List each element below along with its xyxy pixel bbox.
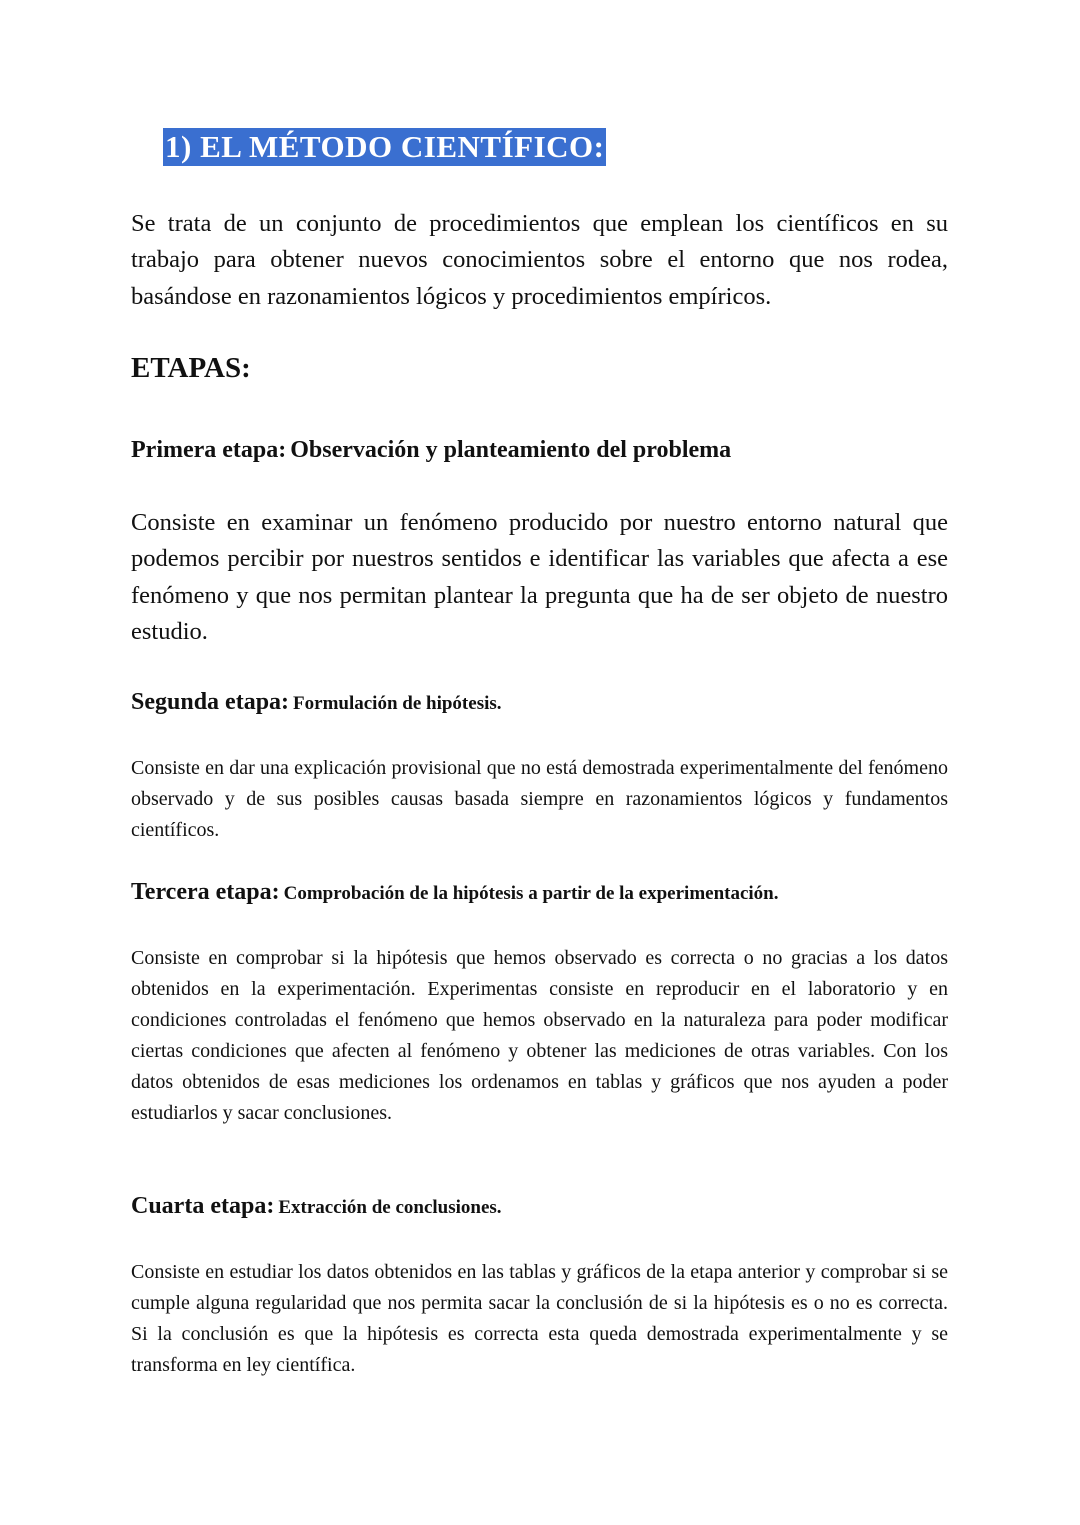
stage-heading-1	[131, 437, 731, 464]
stage-text-4: Consiste en estudiar los datos obtenidos en las tablas y gráficos de la etapa anterior y comprobar si se cumple alguna regularidad que nos permita sacar la conclusión de si la hipótesis es o no es correcta. Si la conclusión es que la hipótesis es correcta esta queda demostrada experimentalmente y se transforma en ley científica.	[131, 1261, 948, 1376]
etapas-heading: ETAPAS:	[131, 352, 251, 384]
stage-heading-3	[131, 879, 779, 906]
stage-label: Primera etapa:	[131, 437, 287, 463]
stage-label: Segunda etapa:	[131, 689, 290, 715]
stage-text-2: Consiste en dar una explicación provisional que no está demostrada experimentalmente del fenómeno observado y de sus posibles causas basada siempre en razonamientos lógicos y fundamentos científicos.	[131, 757, 948, 841]
section-title: 1) EL MÉTODO CIENTÍFICO:	[165, 129, 605, 164]
stage-subtitle: Formulación de hipótesis.	[293, 693, 502, 714]
stage-heading-4	[131, 1193, 502, 1220]
stage-text-1: Consiste en examinar un fenómeno producido por nuestro entorno natural que podemos percibir por nuestros sentidos e identificar las variables que afecta a ese fenómeno y que nos permitan plantear la pregunta que ha de ser objeto de nuestro estudio.	[131, 509, 948, 645]
stage-heading-2	[131, 689, 502, 716]
stage-subtitle: Comprobación de la hipótesis a partir de la experimentación.	[283, 883, 779, 904]
stage-subtitle: Extracción de conclusiones.	[278, 1197, 502, 1218]
stage-subtitle: Observación y planteamiento del problema	[290, 437, 732, 463]
intro-paragraph: Se trata de un conjunto de procedimientos que emplean los científicos en su trabajo para obtener nuevos conocimientos sobre el entorno que nos rodea, basándose en razonamientos lógicos y procedimientos empíricos.	[131, 210, 948, 310]
stage-text-3: Consiste en comprobar si la hipótesis que hemos observado es correcta o no gracias a los datos obtenidos en la experimentación. Experimentas consiste en reproducir en el laboratorio y en condiciones controladas el fenómeno que hemos observado en la naturaleza para poder modificar ciertas condiciones que afecten al fenómeno y obtener las mediciones de otras variables. Con los datos obtenidos de esas mediciones los ordenamos en tablas y gráficos que nos ayuden a poder estudiarlos y sacar conclusiones.	[131, 947, 948, 1124]
stage-label: Cuarta etapa:	[131, 1193, 275, 1219]
stage-label: Tercera etapa:	[131, 879, 280, 905]
